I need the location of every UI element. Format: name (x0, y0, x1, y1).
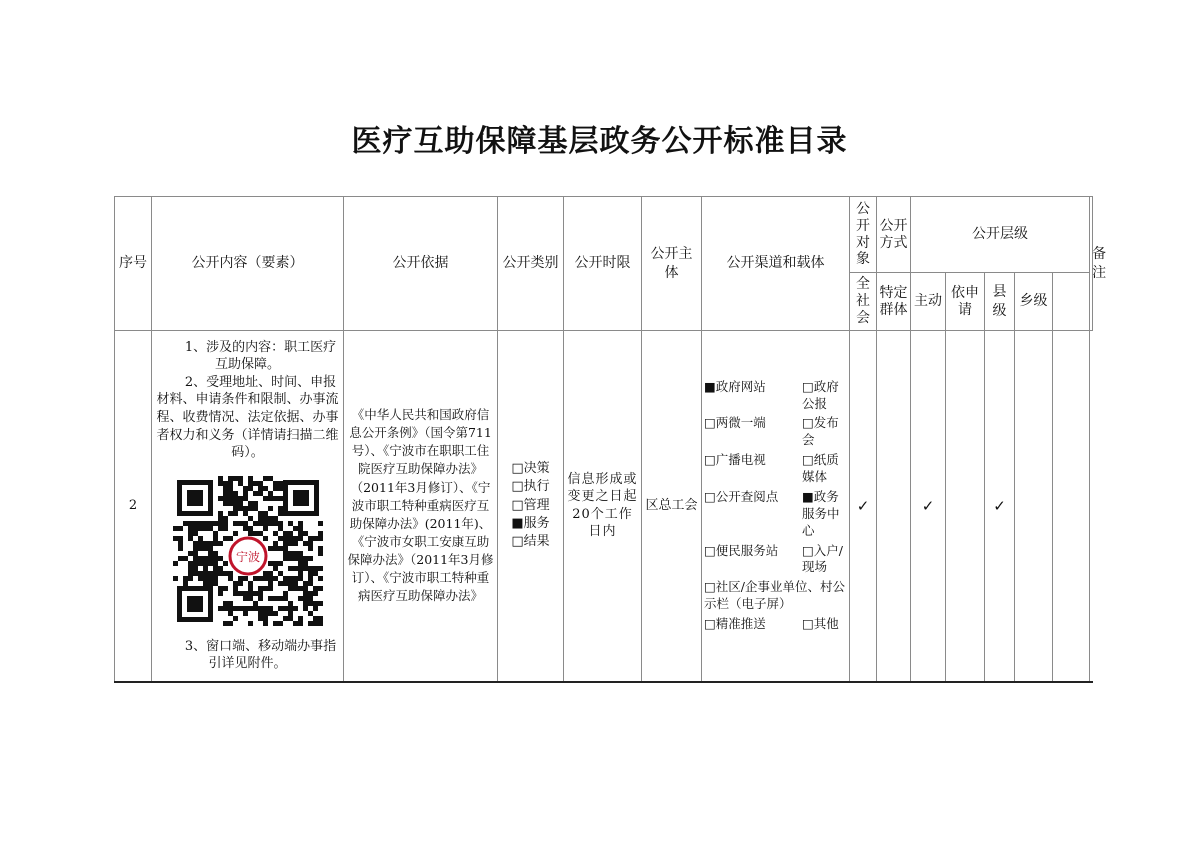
channel-item: □发布会 (802, 415, 839, 448)
content-paragraph-2: 2、受理地址、时间、申报材料、申请条件和限制、办事流程、收费情况、法定依据、办事者权力和义务（详情请扫描二维码）。 (156, 374, 339, 461)
channel-item: ■政务服务中心 (802, 488, 840, 538)
channel-list (704, 379, 847, 633)
channel-item: □入户/现场 (802, 542, 844, 575)
channel-item: □其他 (802, 616, 839, 631)
row-remarks (1053, 331, 1090, 682)
row-subject: 区总工会 (642, 331, 702, 682)
row-time-limit: 信息形成或变更之日起20个工作日内 (564, 331, 642, 682)
header-method: 公开方式 (877, 197, 911, 273)
content-paragraph-3: 3、窗口端、移动端办事指引详见附件。 (184, 638, 337, 672)
header-category: 公开类别 (498, 197, 564, 331)
header-seq: 序号 (115, 197, 152, 331)
channel-item: □政府公报 (802, 378, 839, 411)
category-item: □管理 (511, 497, 550, 513)
row-basis: 《中华人民共和国政府信息公开条例》（国令第711号）、《宁波市在职职工住院医疗互助保障办法》（2011年3月修订）、《宁波市职工特种重病医疗互助保障办法》(2011年)、《宁波市女职工安康互助保障办法》（2011年3月修订）、《宁波市职工特种重病医疗互助保障办法》 (344, 331, 498, 682)
header-basis: 公开依据 (344, 197, 498, 331)
content-paragraph-1: 1、涉及的内容：职工医疗互助保障。 (184, 339, 337, 373)
header-method-request: 依申请 (946, 273, 985, 331)
qr-code[interactable] (173, 476, 323, 626)
row-level-county: ✓ (985, 331, 1015, 682)
channel-item: □精准推送 (704, 616, 766, 631)
row-method-specific (877, 331, 911, 682)
row-level-town (1015, 331, 1053, 682)
header-method-specific: 特定群体 (877, 273, 911, 331)
table-row (115, 331, 1093, 682)
header-level: 公开层级 (911, 197, 1090, 273)
channel-item: □纸质媒体 (802, 452, 839, 484)
header-audience: 公开对象 (850, 197, 877, 273)
header-time-limit: 公开时限 (564, 197, 642, 331)
row-channels (702, 331, 850, 682)
row-seq: 2 (115, 331, 152, 682)
row-method-active: ✓ (911, 331, 946, 682)
category-item: ■服务 (511, 515, 550, 531)
page-title: 医疗互助保障基层政务公开标准目录 (351, 124, 848, 159)
header-level-county: 县级 (985, 273, 1015, 331)
header-subject: 公开主体 (642, 197, 702, 331)
row-method-request (946, 331, 985, 682)
header-level-town: 乡级 (1015, 273, 1053, 331)
category-item: □决策 (511, 461, 550, 477)
channel-item: □公开查阅点 (704, 488, 779, 504)
header-method-active: 主动 (911, 273, 946, 331)
header-channels: 公开渠道和载体 (702, 197, 850, 331)
row-categories (498, 331, 564, 682)
row-content (152, 331, 344, 682)
catalog-table (114, 196, 1107, 683)
row-audience-all: ✓ (850, 331, 877, 682)
channel-item: □广播电视 (704, 452, 766, 468)
category-list (511, 460, 549, 551)
header-content: 公开内容（要素） (152, 197, 344, 331)
qr-stamp-text: 宁波 (235, 549, 260, 564)
channel-item: ■政府网站 (704, 378, 766, 394)
channel-item: □便民服务站 (704, 542, 779, 558)
category-item: □执行 (511, 479, 550, 495)
header-remarks: 备注 (1090, 197, 1093, 331)
category-item: □结果 (511, 534, 550, 550)
channel-item: □两微一端 (704, 415, 766, 431)
header-audience-all: 全社会 (850, 273, 877, 331)
channel-item: □社区/企事业单位、村公示栏（电子屏） (704, 579, 846, 612)
